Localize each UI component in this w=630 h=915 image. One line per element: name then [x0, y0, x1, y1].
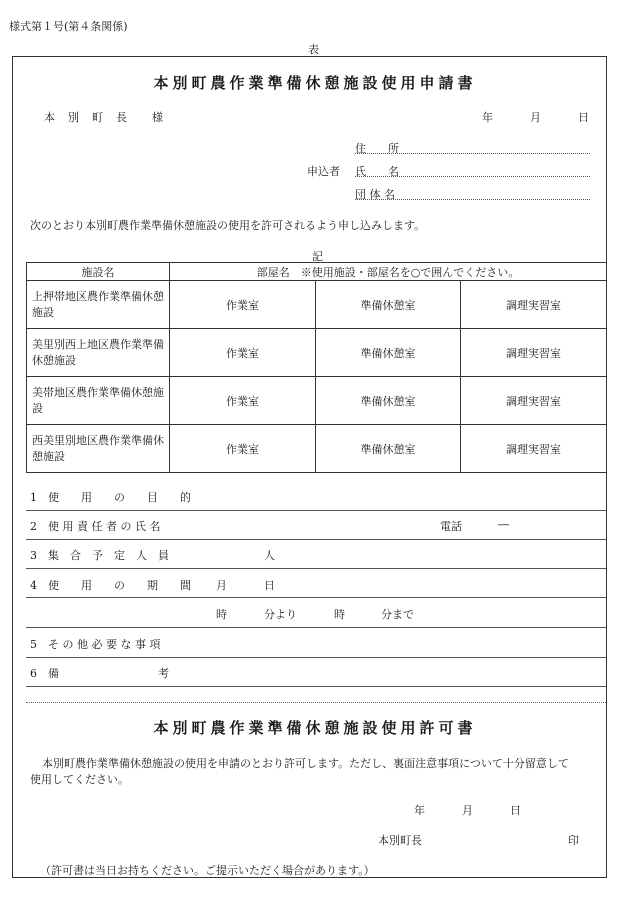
addressee: 本 別 町 長 様: [44, 111, 164, 124]
room-option[interactable]: 調理実習室: [461, 329, 607, 377]
application-date-day: 日: [578, 111, 589, 124]
room-option[interactable]: 作業室: [170, 329, 316, 377]
person-unit: 人: [264, 549, 275, 562]
header-facility: 施設名: [27, 263, 170, 281]
form-label: 様式第１号(第４条関係): [9, 20, 128, 33]
request-text: 次のとおり本別町農作業準備休憩施設の使用を許可されるよう申し込みします。: [30, 219, 426, 232]
room-option[interactable]: 調理実習室: [461, 377, 607, 425]
room-option[interactable]: 準備休憩室: [316, 329, 461, 377]
period-line-1[interactable]: [26, 597, 606, 598]
facility-name: 美帯地区農作業準備休憩施設: [27, 377, 170, 425]
item-other: 5 そ の 他 必 要 な 事 項: [30, 638, 161, 651]
permit-text-line2: 使用してください。: [30, 773, 129, 786]
facility-table: [26, 262, 607, 473]
other-line[interactable]: [26, 657, 606, 658]
permit-note: （許可書は当日お持ちください。ご提示いただく場合があります。）: [40, 864, 375, 877]
item-purpose: 1 使 用 の 目 的: [30, 491, 191, 504]
permit-title: 本別町農作業準備休憩施設使用許可書: [153, 719, 477, 737]
room-option[interactable]: 準備休憩室: [316, 377, 461, 425]
separator-line: [26, 702, 606, 703]
table-row: [27, 377, 607, 425]
purpose-line[interactable]: [26, 510, 606, 511]
address-field[interactable]: [355, 153, 590, 154]
facility-name: 美里別西上地区農作業準備休憩施設: [27, 329, 170, 377]
responsible-line[interactable]: [26, 539, 606, 540]
room-option[interactable]: 作業室: [170, 377, 316, 425]
group-field[interactable]: [355, 199, 590, 200]
room-option[interactable]: 調理実習室: [461, 281, 607, 329]
facility-name: 上押帯地区農作業準備休憩施設: [27, 281, 170, 329]
header-rooms: 部屋名 ※使用施設・部屋名を○で囲んでください。: [170, 263, 607, 281]
application-date-year: 年: [482, 111, 493, 124]
application-date-month: 月: [530, 111, 541, 124]
remarks-line[interactable]: [26, 686, 606, 687]
period-until: 分まで: [381, 608, 414, 621]
room-option[interactable]: 作業室: [170, 425, 316, 473]
period-month: 月: [216, 579, 227, 592]
application-title: 本別町農作業準備休憩施設使用申請書: [153, 74, 477, 92]
item-attendees: 3 集 合 予 定 人 員: [30, 549, 169, 562]
period-from: 分より: [264, 608, 297, 621]
facility-table-header: [27, 263, 607, 281]
period-day: 日: [264, 579, 275, 592]
applicant-label: 申込者: [307, 165, 340, 178]
table-row: [27, 329, 607, 377]
phone-dash: ―: [498, 518, 509, 531]
item-period: 4 使 用 の 期 間: [30, 579, 191, 592]
front-label: 表: [308, 43, 319, 56]
room-option[interactable]: 作業室: [170, 281, 316, 329]
group-label: 団 体 名: [355, 188, 395, 201]
room-option[interactable]: 準備休憩室: [316, 425, 461, 473]
mayor-label: 本別町長: [378, 834, 422, 847]
phone-label: 電話: [440, 520, 462, 533]
facility-name: 西美里別地区農作業準備休憩施設: [27, 425, 170, 473]
ki-label: 記: [312, 250, 323, 263]
permit-text-line1: 本別町農作業準備休憩施設の使用を申請のとおり許可します。ただし、裏面注意事項について十分留意して: [42, 757, 569, 770]
permit-date-day: 日: [510, 804, 521, 817]
item-responsible: 2 使 用 責 任 者 の 氏 名: [30, 520, 161, 533]
period-hour-start: 時: [216, 608, 227, 621]
name-label: 氏 名: [355, 165, 399, 178]
address-label: 住 所: [355, 142, 399, 155]
room-option[interactable]: 準備休憩室: [316, 281, 461, 329]
period-hour-end: 時: [334, 608, 345, 621]
table-row: [27, 425, 607, 473]
seal-label: 印: [568, 834, 579, 847]
permit-date-month: 月: [462, 804, 473, 817]
table-row: [27, 281, 607, 329]
period-line-2[interactable]: [26, 627, 606, 628]
permit-date-year: 年: [414, 804, 425, 817]
attendees-line[interactable]: [26, 568, 606, 569]
room-option[interactable]: 調理実習室: [461, 425, 607, 473]
name-field[interactable]: [355, 176, 590, 177]
item-remarks: 6 備 考: [30, 667, 169, 680]
